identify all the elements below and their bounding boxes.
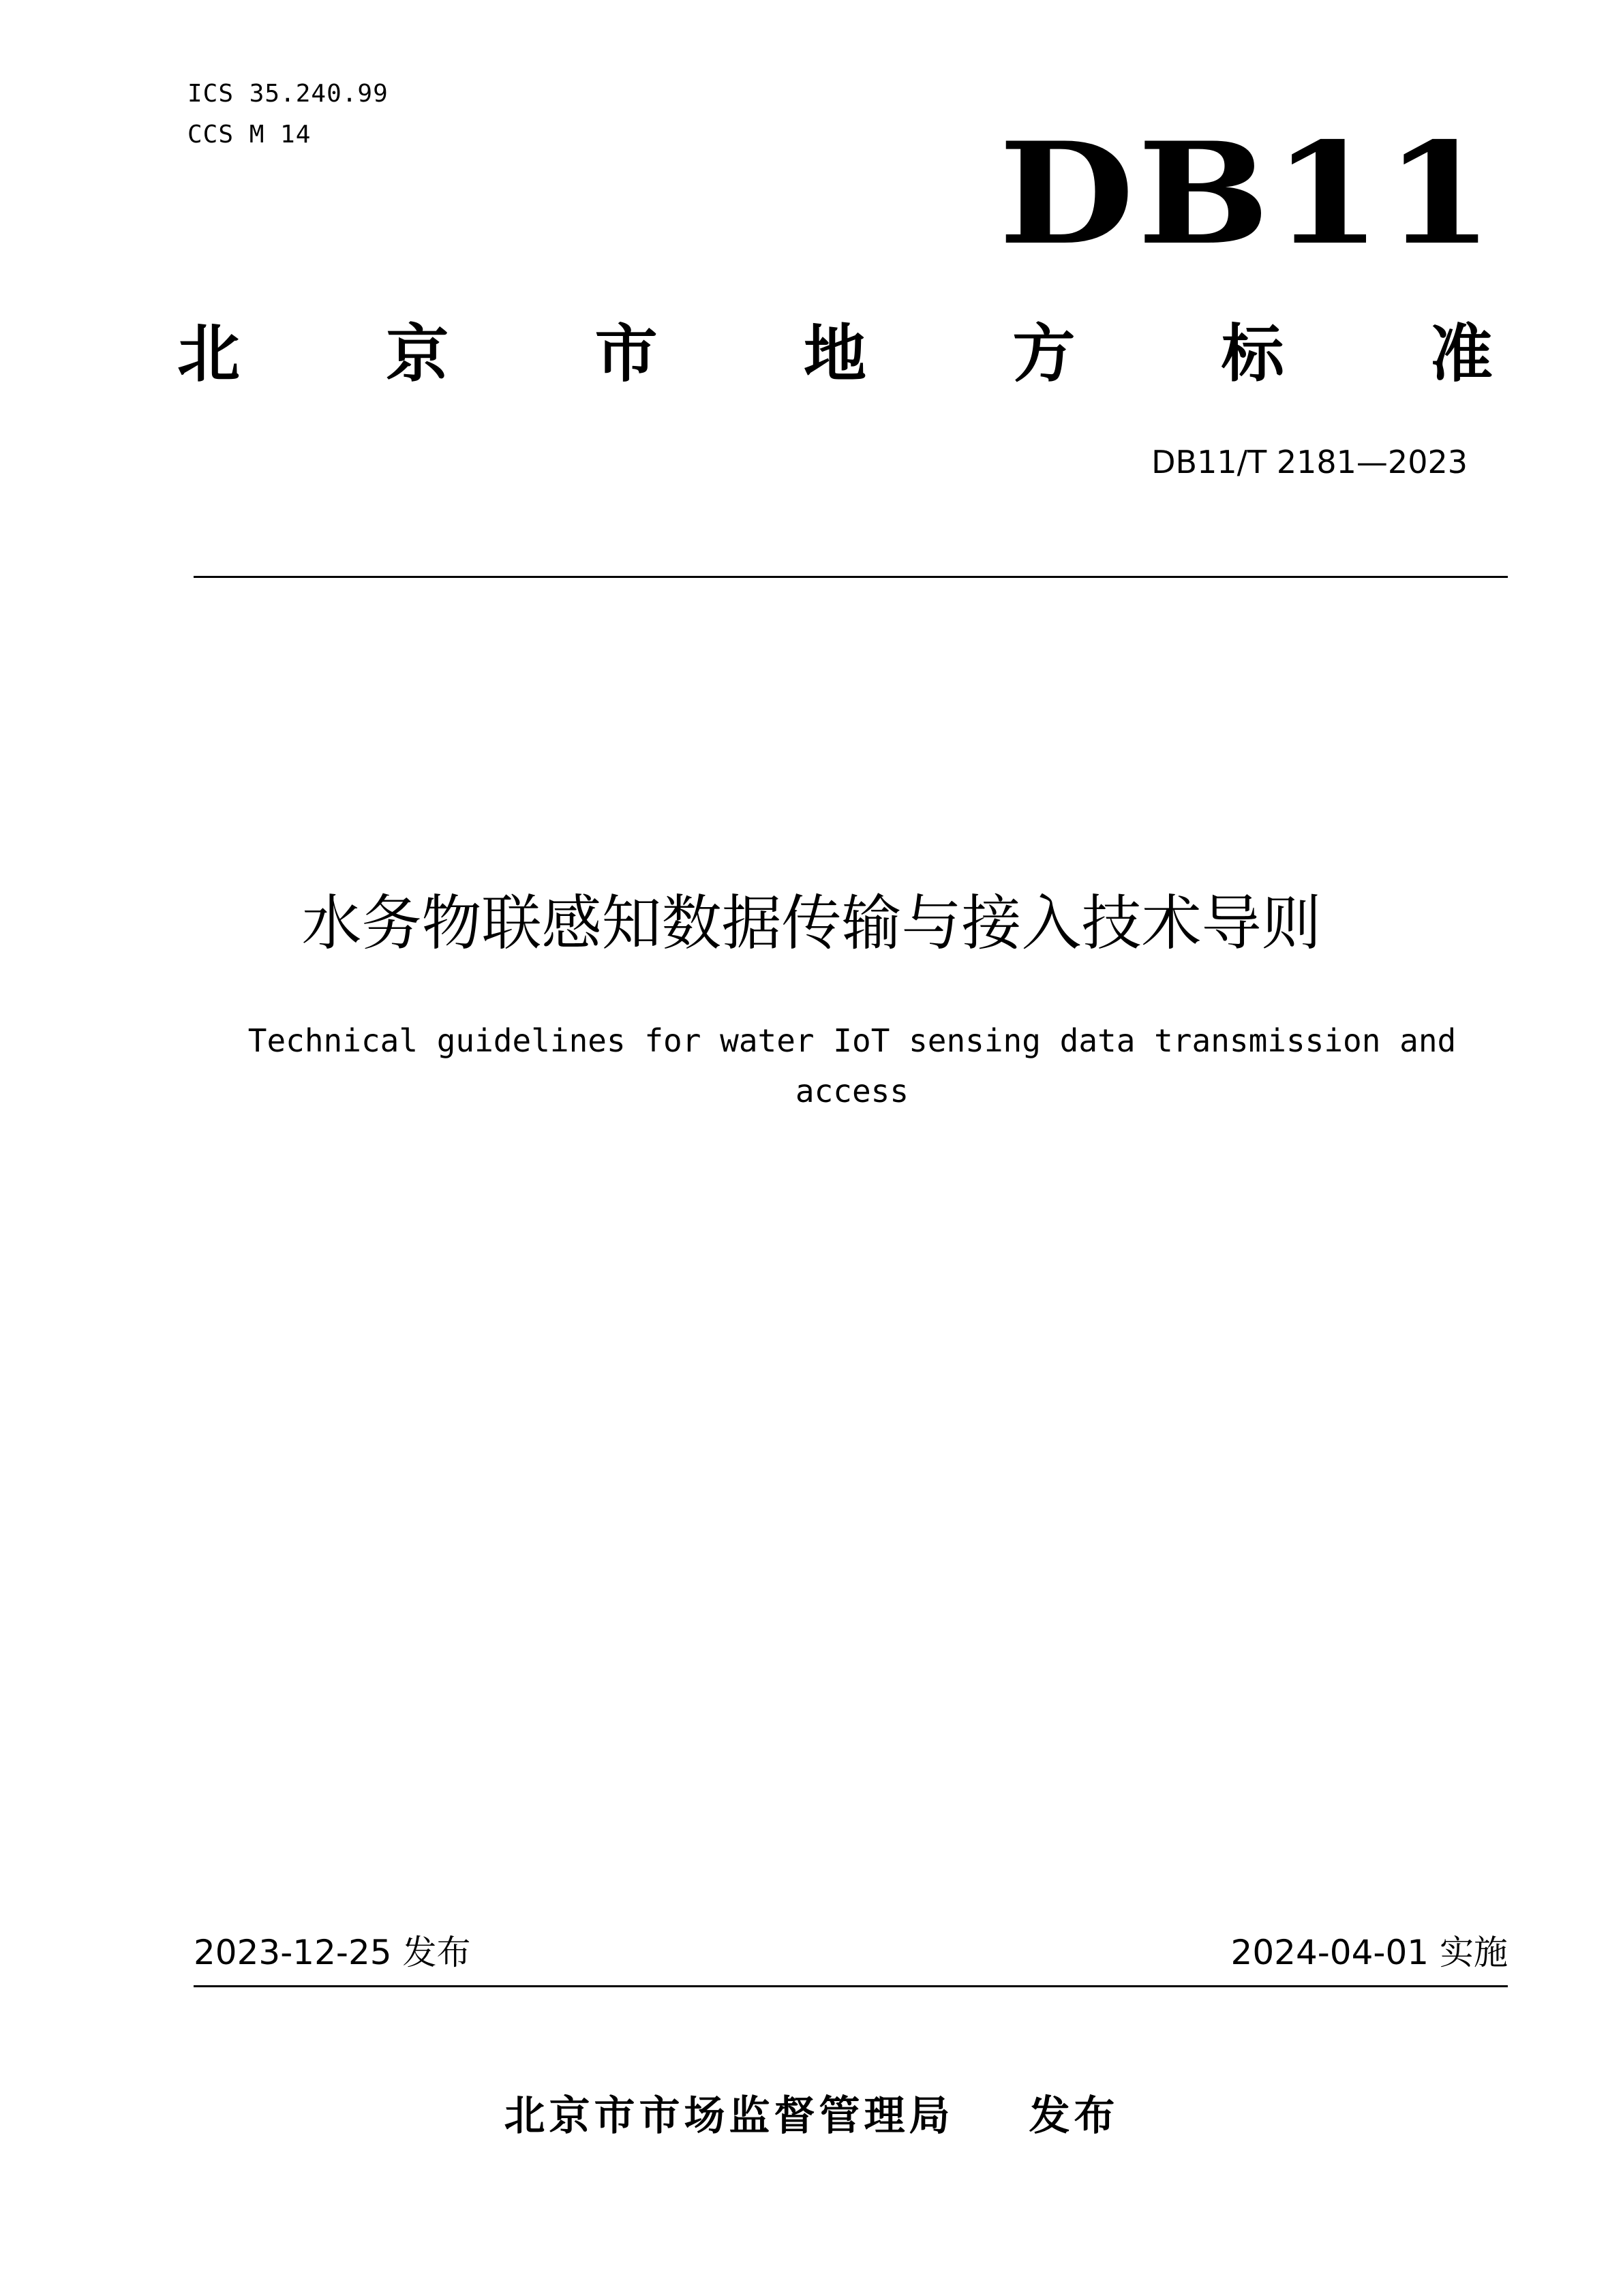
ics-code: ICS 35.240.99 xyxy=(187,80,389,108)
implementation-date: 2024-04-01 实施 xyxy=(1230,1933,1508,1972)
standard-category-char: 方 xyxy=(1012,318,1076,391)
db11-logo: DB11 xyxy=(999,112,1497,276)
document-title-chinese: 水务物联感知数据传输与接入技术导则 xyxy=(301,888,1322,958)
standard-category-char: 市 xyxy=(594,318,658,391)
publisher-action: 发布 xyxy=(1029,2092,1119,2140)
ccs-code: CCS M 14 xyxy=(187,121,312,149)
footer-divider xyxy=(194,1985,1508,1987)
standard-category-char: 北 xyxy=(177,318,241,391)
document-title-english: Technical guidelines for water IoT sensing data transmission and access xyxy=(247,1022,1457,1109)
issue-date: 2023-12-25 发布 xyxy=(194,1933,471,1972)
publisher-line xyxy=(0,2089,1623,2143)
publisher-name: 北京市市场监督管理局 xyxy=(504,2092,954,2140)
standard-category-char: 地 xyxy=(803,318,866,391)
standard-category-char: 标 xyxy=(1221,318,1284,391)
standard-category-char: 准 xyxy=(1429,318,1493,391)
standard-number: DB11/T 2181—2023 xyxy=(1151,444,1468,480)
standard-category-char: 京 xyxy=(386,318,449,391)
header-divider xyxy=(194,576,1508,578)
standard-category-title xyxy=(177,313,1493,395)
